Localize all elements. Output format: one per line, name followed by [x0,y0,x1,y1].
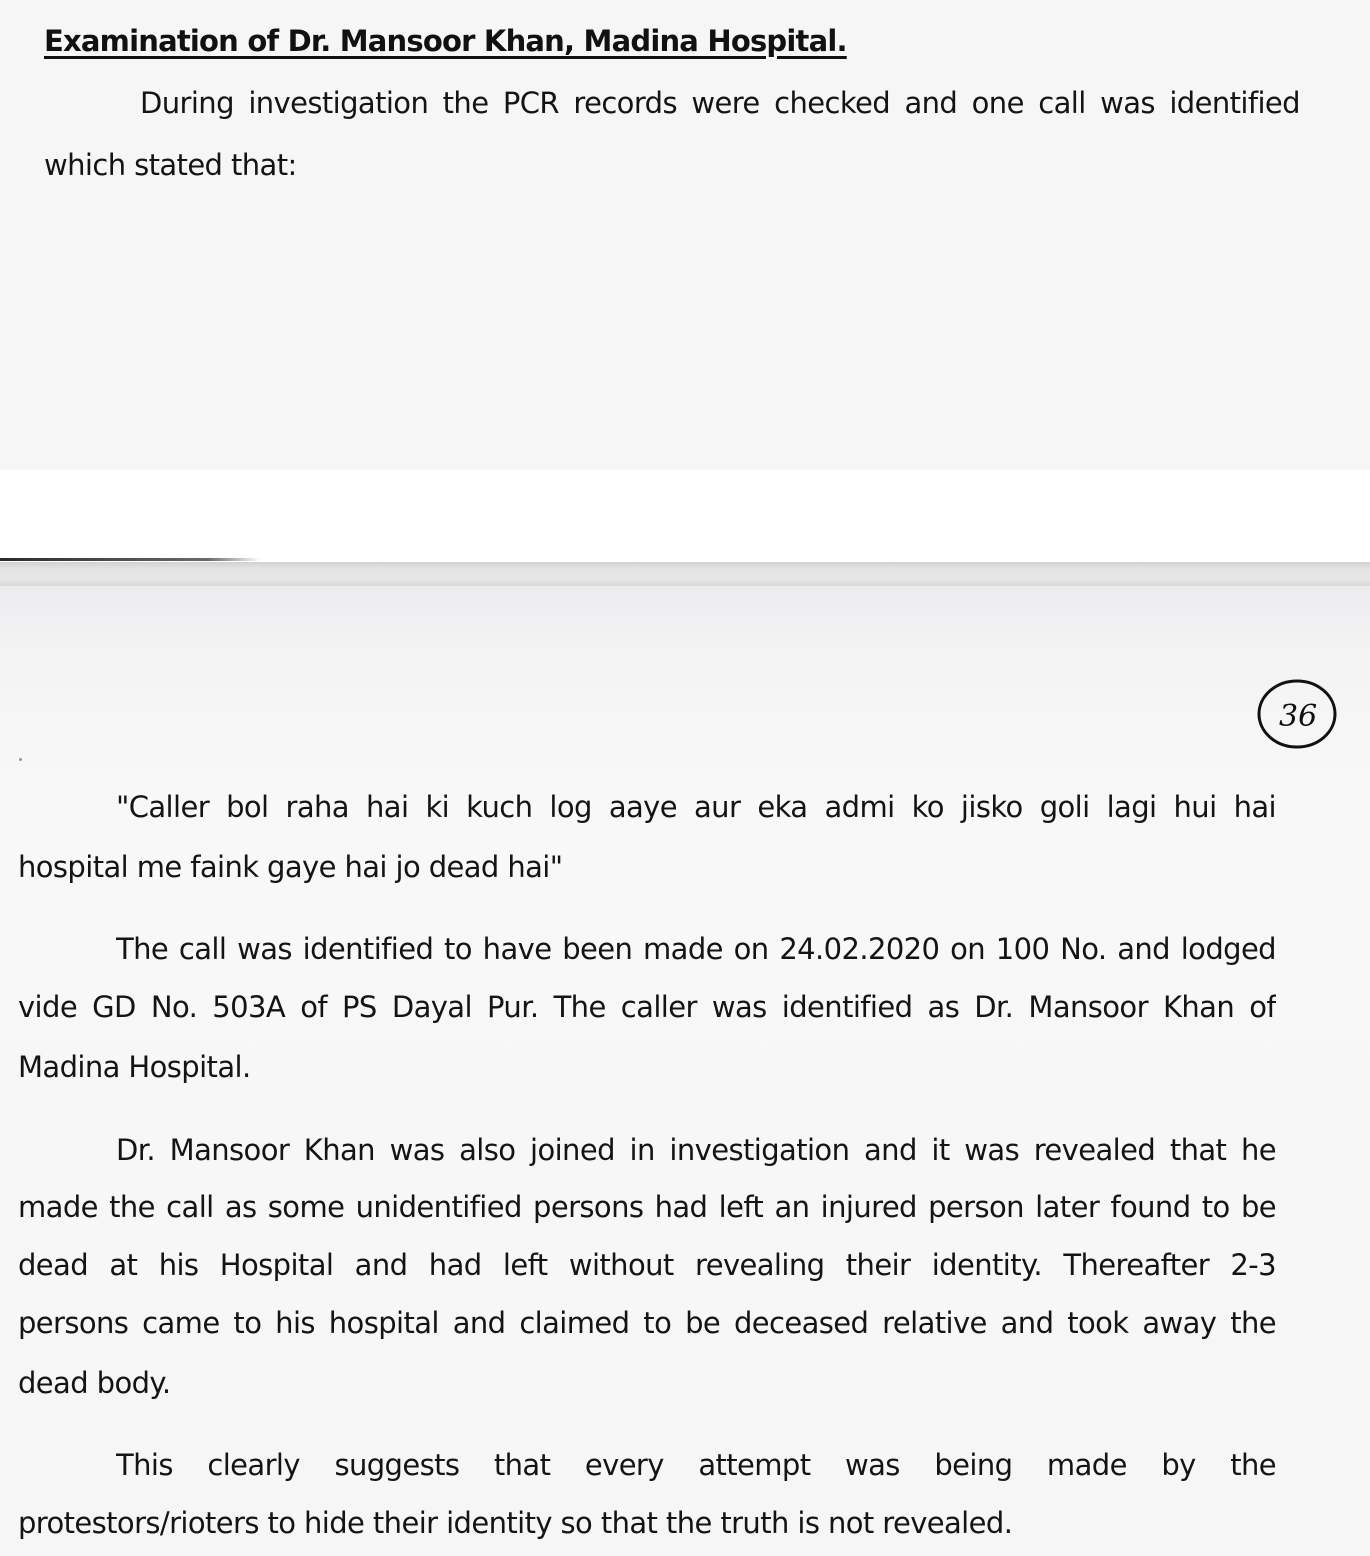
page-number-text: 36 [1279,699,1318,734]
handwritten-page-number [1255,676,1339,750]
circled-number-mark [1255,676,1339,750]
section-heading: Examination of Dr. Mansoor Khan, Madina Hospital. [44,24,847,58]
doctor-paragraph-line-5: dead body. [18,1366,171,1400]
quote-line-2: hospital me faink gaye hai jo dead hai" [18,850,563,884]
conclusion-line-2: protestors/rioters to hide their identity so that the truth is not revealed. [18,1506,1013,1540]
scan-speck [19,758,22,761]
intro-line-2: which stated that: [44,148,297,182]
page-separator [0,562,1370,586]
conclusion-line-1: This clearly suggests that every attempt was being made by the [116,1448,1276,1482]
doctor-paragraph-line-1: Dr. Mansoor Khan was also joined in investigation and it was revealed that he [116,1133,1276,1167]
page-edge-line [0,558,260,561]
doctor-paragraph-line-4: persons came to his hospital and claimed to be deceased relative and took away the [18,1306,1276,1340]
call-paragraph-line-1: The call was identified to have been made on 24.02.2020 on 100 No. and lodged [116,932,1276,966]
doctor-paragraph-line-3: dead at his Hospital and had left without revealing their identity. Thereafter 2-3 [18,1248,1276,1282]
call-paragraph-line-3: Madina Hospital. [18,1050,251,1084]
quote-line-1: "Caller bol raha hai ki kuch log aaye aur eka admi ko jisko goli lagi hui hai [116,790,1276,824]
doctor-paragraph-line-2: made the call as some unidentified persons had left an injured person later found to be [18,1190,1276,1224]
top-page-blank-area [0,470,1370,562]
intro-line-1: During investigation the PCR records were checked and one call was identified [140,86,1300,120]
top-page-scan [0,0,1370,470]
call-paragraph-line-2: vide GD No. 503A of PS Dayal Pur. The caller was identified as Dr. Mansoor Khan of [18,990,1276,1024]
